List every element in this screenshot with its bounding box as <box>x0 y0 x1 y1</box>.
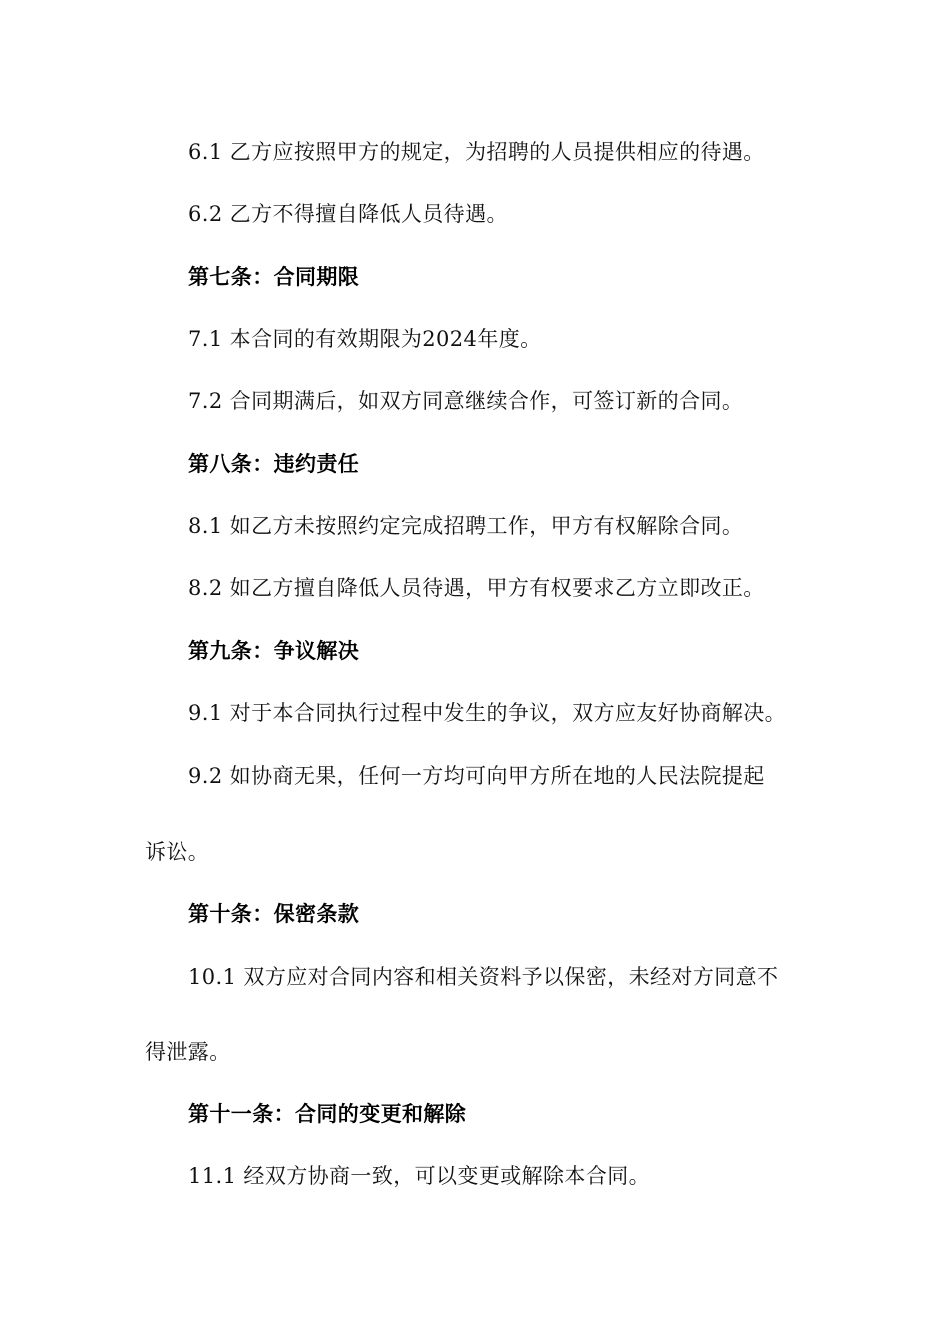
clause-8-2: 8.2 如乙方擅自降低人员待遇，甲方有权要求乙方立即改正。 <box>188 576 765 600</box>
clause-10-1-continued: 得泄露。 <box>145 1040 231 1064</box>
heading-article-9: 第九条：争议解决 <box>188 639 360 663</box>
clause-10-1: 10.1 双方应对合同内容和相关资料予以保密，未经对方同意不 <box>188 965 779 989</box>
heading-article-7: 第七条：合同期限 <box>188 265 360 289</box>
clause-7-2: 7.2 合同期满后，如双方同意继续合作，可签订新的合同。 <box>188 389 744 413</box>
heading-article-8: 第八条：违约责任 <box>188 452 360 476</box>
heading-article-10: 第十条：保密条款 <box>188 902 360 926</box>
clause-7-1: 7.1 本合同的有效期限为2024年度。 <box>188 327 542 351</box>
clause-9-2: 9.2 如协商无果，任何一方均可向甲方所在地的人民法院提起 <box>188 764 765 788</box>
clause-6-1: 6.1 乙方应按照甲方的规定，为招聘的人员提供相应的待遇。 <box>188 140 765 164</box>
clause-6-2: 6.2 乙方不得擅自降低人员待遇。 <box>188 202 508 226</box>
clause-9-1: 9.1 对于本合同执行过程中发生的争议，双方应友好协商解决。 <box>188 701 787 725</box>
clause-9-2-continued: 诉讼。 <box>145 840 210 864</box>
heading-article-11: 第十一条：合同的变更和解除 <box>188 1102 467 1126</box>
clause-11-1: 11.1 经双方协商一致，可以变更或解除本合同。 <box>188 1164 651 1188</box>
clause-8-1: 8.1 如乙方未按照约定完成招聘工作，甲方有权解除合同。 <box>188 514 744 538</box>
